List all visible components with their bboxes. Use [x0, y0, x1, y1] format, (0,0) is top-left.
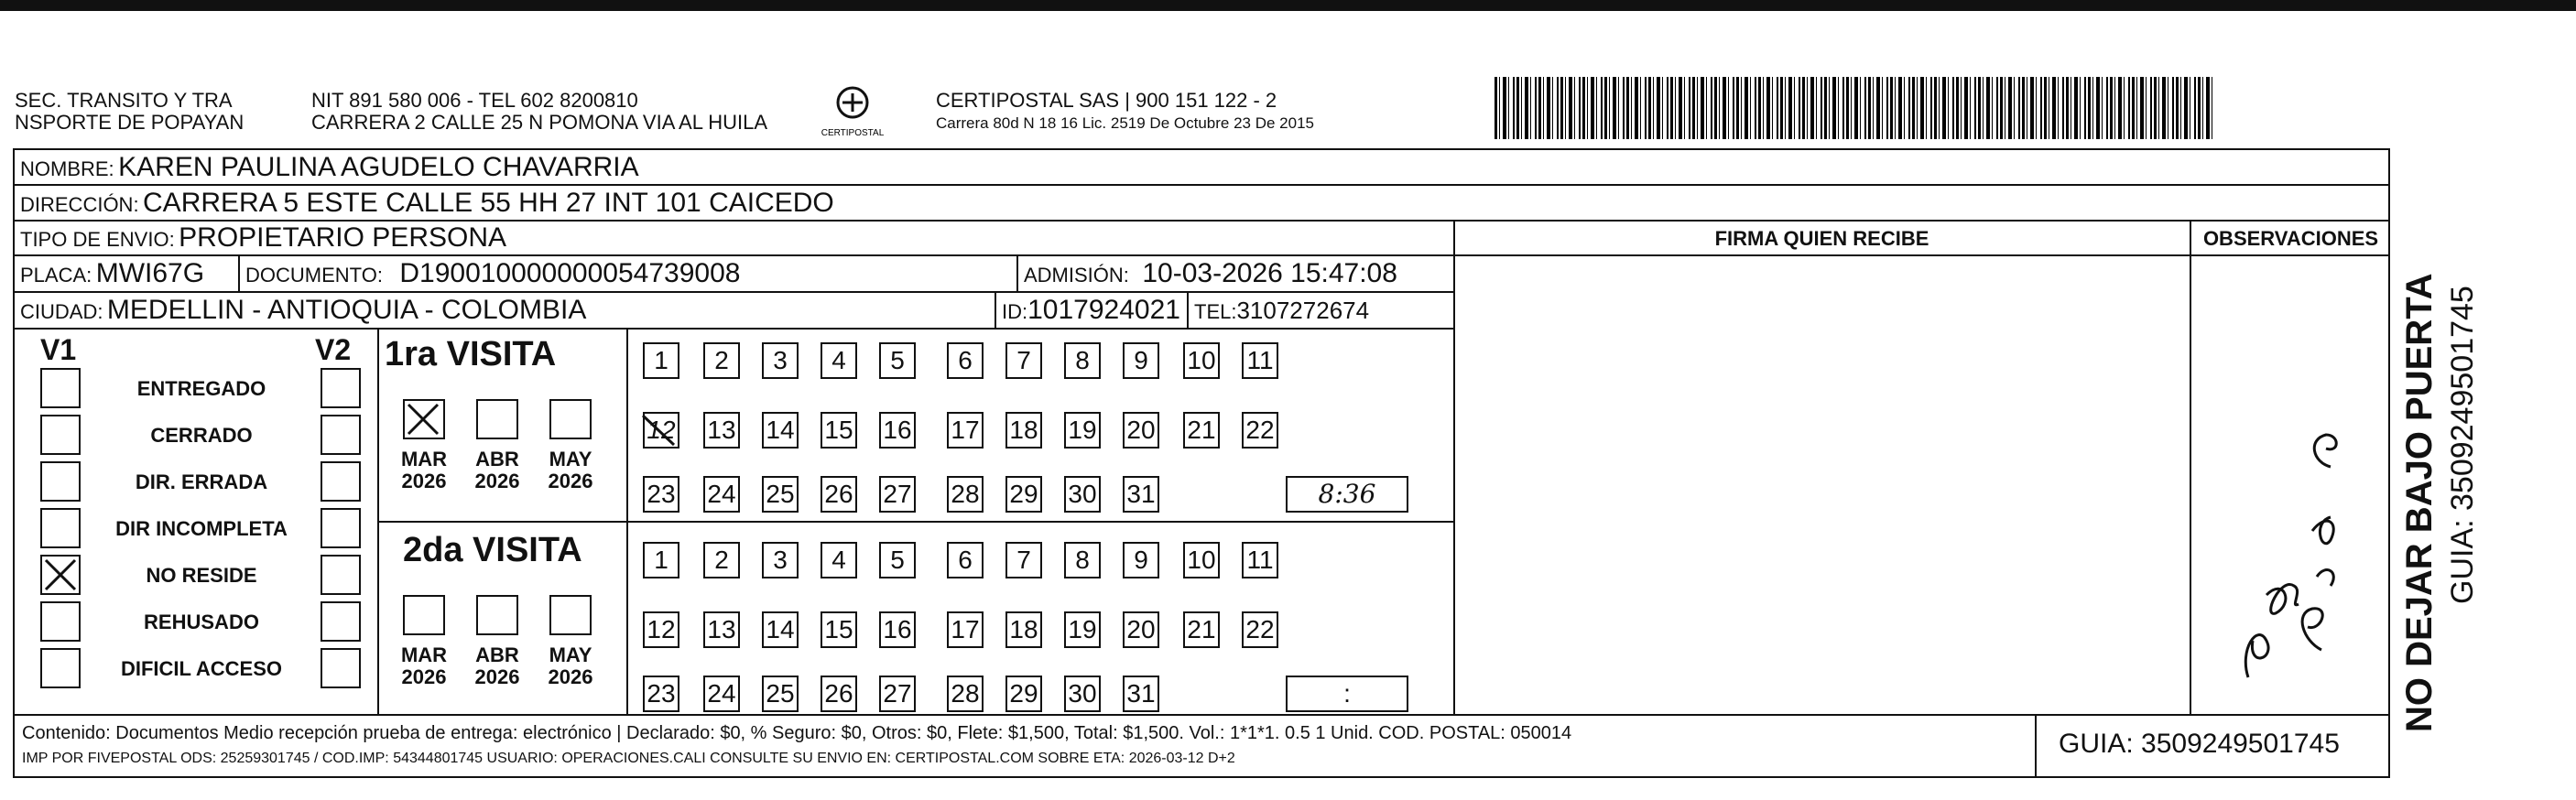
- first-visit-month-abr[interactable]: [476, 399, 518, 439]
- first-visit-day-22[interactable]: 22: [1242, 412, 1278, 449]
- first-visit-day-13[interactable]: 13: [703, 412, 740, 449]
- second-visit-day-25[interactable]: 25: [762, 676, 799, 712]
- logo-text: CERTIPOSTAL: [821, 128, 885, 138]
- second-visit-day-6[interactable]: 6: [947, 542, 984, 578]
- certipostal-logo: [821, 82, 885, 143]
- second-visit-time-box[interactable]: :: [1286, 676, 1408, 712]
- first-visit-day-28[interactable]: 28: [947, 476, 984, 513]
- v1-checkbox-entregado[interactable]: [40, 368, 81, 408]
- status-label-dir-errada: DIR. ERRADA: [135, 470, 268, 493]
- second-visit-day-20[interactable]: 20: [1123, 611, 1159, 648]
- org-name-line1: SEC. TRANSITO Y TRA: [15, 89, 233, 112]
- first-visit-day-4[interactable]: 4: [821, 342, 857, 379]
- second-visit-day-1[interactable]: 1: [643, 542, 679, 578]
- first-visit-day-14[interactable]: 14: [762, 412, 799, 449]
- second-visit-day-12[interactable]: 12: [643, 611, 679, 648]
- company-line: CERTIPOSTAL SAS | 900 151 122 - 2: [936, 89, 1277, 112]
- first-visit-day-23[interactable]: 23: [643, 476, 679, 513]
- second-visit-day-3[interactable]: 3: [762, 542, 799, 578]
- tipo-envio-field: [20, 222, 506, 258]
- second-visit-day-8[interactable]: 8: [1064, 542, 1101, 578]
- second-visit-day-18[interactable]: 18: [1005, 611, 1042, 648]
- second-visit-day-27[interactable]: 27: [879, 676, 916, 712]
- first-visit-day-21[interactable]: 21: [1183, 412, 1220, 449]
- side-guia: GUIA: 3509249501745: [2445, 286, 2480, 604]
- second-visit-day-30[interactable]: 30: [1064, 676, 1101, 712]
- first-visit-day-10[interactable]: 10: [1183, 342, 1220, 379]
- direccion-label: DIRECCIÓN:: [20, 193, 139, 216]
- second-visit-day-24[interactable]: 24: [703, 676, 740, 712]
- second-visit-day-17[interactable]: 17: [947, 611, 984, 648]
- first-visit-day-5[interactable]: 5: [879, 342, 916, 379]
- second-visit-day-9[interactable]: 9: [1123, 542, 1159, 578]
- first-visit-day-19[interactable]: 19: [1064, 412, 1101, 449]
- month-label-abr: ABR 2026: [474, 643, 520, 688]
- v2-label: V2: [315, 333, 352, 366]
- documento-field: [245, 258, 740, 294]
- admision-label: ADMISIÓN:: [1024, 264, 1129, 286]
- first-visit-day-11[interactable]: 11: [1242, 342, 1278, 379]
- first-visit-day-27[interactable]: 27: [879, 476, 916, 513]
- month-label-may: MAY 2026: [548, 448, 593, 492]
- status-label-cerrado: CERRADO: [150, 424, 253, 447]
- first-visit-day-9[interactable]: 9: [1123, 342, 1159, 379]
- second-visit-title: 2da VISITA: [403, 531, 582, 569]
- first-visit-day-1[interactable]: 1: [643, 342, 679, 379]
- first-visit-day-2[interactable]: 2: [703, 342, 740, 379]
- tel-value: 3107272674: [1236, 297, 1370, 324]
- side-warning: NO DEJAR BAJO PUERTA: [2399, 273, 2440, 732]
- id-label: ID:: [1002, 300, 1028, 323]
- footer-guia: GUIA: 3509249501745: [2059, 729, 2340, 759]
- firma-header: FIRMA QUIEN RECIBE: [1714, 227, 1929, 250]
- second-visit-month-mar[interactable]: [403, 595, 445, 635]
- nombre-value: KAREN PAULINA AGUDELO CHAVARRIA: [118, 152, 639, 182]
- second-visit-day-21[interactable]: 21: [1183, 611, 1220, 648]
- top-edge-band: [0, 0, 2576, 11]
- v1-checkbox-no-reside[interactable]: [40, 555, 81, 595]
- v2-checkbox-dir-incompleta[interactable]: [321, 508, 361, 548]
- second-visit-day-10[interactable]: 10: [1183, 542, 1220, 578]
- first-visit-day-26[interactable]: 26: [821, 476, 857, 513]
- direccion-value: CARRERA 5 ESTE CALLE 55 HH 27 INT 101 CAICEDO: [143, 188, 834, 218]
- status-label-entregado: ENTREGADO: [136, 377, 266, 400]
- footer-print-line: IMP POR FIVEPOSTAL ODS: 25259301745 / COD.IMP: 54344801745 USUARIO: OPERACIONES.CALI CONSULTE SU ENVIO EN: CERTIPOSTAL.COM SOBRE ETA: 2026-03-12 D+2: [22, 751, 1235, 766]
- address-line: CARRERA 2 CALLE 25 N POMONA VIA AL HUILA: [311, 111, 768, 134]
- ciudad-label: CIUDAD:: [20, 300, 103, 323]
- second-visit-day-2[interactable]: 2: [703, 542, 740, 578]
- second-visit-day-15[interactable]: 15: [821, 611, 857, 648]
- footer-content-line: Contenido: Documentos Medio recepción prueba de entrega: electrónico | Declarado: $0, % Seguro: $0, Otros: $0, Flete: $1,500, Total: $1,500. Vol.: 1*1*1. 0.5 1 Unid. COD. POSTAL: 050014: [22, 723, 1572, 743]
- second-visit-day-14[interactable]: 14: [762, 611, 799, 648]
- nit-line: NIT 891 580 006 - TEL 602 8200810: [311, 89, 638, 112]
- org-name-line2: NSPORTE DE POPAYAN: [15, 111, 245, 134]
- documento-value: D190010000000054739008: [399, 258, 741, 288]
- status-label-dir-incompleta: DIR INCOMPLETA: [115, 517, 288, 540]
- direccion-field: [20, 188, 834, 223]
- admision-value: 10-03-2026 15:47:08: [1142, 258, 1397, 288]
- v1-checkbox-dificil-acceso[interactable]: [40, 648, 81, 688]
- nombre-label: NOMBRE:: [20, 157, 114, 180]
- second-visit-day-11[interactable]: 11: [1242, 542, 1278, 578]
- tipo-envio-value: PROPIETARIO PERSONA: [179, 222, 507, 253]
- first-visit-day-17[interactable]: 17: [947, 412, 984, 449]
- second-visit-month-abr[interactable]: [476, 595, 518, 635]
- first-visit-day-16[interactable]: 16: [879, 412, 916, 449]
- observaciones-header: OBSERVACIONES: [2202, 227, 2379, 250]
- second-visit-month-may[interactable]: [549, 595, 592, 635]
- v2-checkbox-no-reside[interactable]: [321, 555, 361, 595]
- tel-label: TEL:: [1194, 300, 1237, 323]
- v2-checkbox-rehusado[interactable]: [321, 601, 361, 642]
- first-visit-day-20[interactable]: 20: [1123, 412, 1159, 449]
- second-visit-day-22[interactable]: 22: [1242, 611, 1278, 648]
- first-visit-day-25[interactable]: 25: [762, 476, 799, 513]
- v1-checkbox-rehusado[interactable]: [40, 601, 81, 642]
- id-field: [1002, 295, 1180, 330]
- first-visit-day-8[interactable]: 8: [1064, 342, 1101, 379]
- first-visit-month-may[interactable]: [549, 399, 592, 439]
- first-visit-day-31[interactable]: 31: [1123, 476, 1159, 513]
- month-label-mar: MAR 2026: [400, 643, 448, 688]
- first-visit-day-24[interactable]: 24: [703, 476, 740, 513]
- second-visit-day-16[interactable]: 16: [879, 611, 916, 648]
- license-line: Carrera 80d N 18 16 Lic. 2519 De Octubre 23 De 2015: [936, 114, 1314, 132]
- second-visit-day-31[interactable]: 31: [1123, 676, 1159, 712]
- v1-checkbox-dir-errada[interactable]: [40, 461, 81, 502]
- second-visit-day-7[interactable]: 7: [1005, 542, 1042, 578]
- placa-field: [20, 258, 204, 294]
- first-visit-day-29[interactable]: 29: [1005, 476, 1042, 513]
- first-visit-time-box[interactable]: 8:36: [1286, 476, 1408, 513]
- v1-checkbox-dir-incompleta[interactable]: [40, 508, 81, 548]
- second-visit-day-4[interactable]: 4: [821, 542, 857, 578]
- first-visit-day-3[interactable]: 3: [762, 342, 799, 379]
- nombre-field: [20, 152, 639, 188]
- first-visit-day-15[interactable]: 15: [821, 412, 857, 449]
- tel-field: [1194, 295, 1369, 330]
- second-visit-day-23[interactable]: 23: [643, 676, 679, 712]
- second-visit-day-26[interactable]: 26: [821, 676, 857, 712]
- first-visit-day-12[interactable]: 12: [643, 412, 679, 449]
- second-visit-day-28[interactable]: 28: [947, 676, 984, 712]
- ciudad-field: [20, 295, 586, 330]
- ciudad-value: MEDELLIN - ANTIOQUIA - COLOMBIA: [106, 295, 587, 325]
- second-visit-day-19[interactable]: 19: [1064, 611, 1101, 648]
- barcode: [1495, 77, 2212, 139]
- month-label-abr: ABR 2026: [474, 448, 520, 492]
- first-visit-title: 1ra VISITA: [385, 335, 557, 373]
- placa-value: MWI67G: [95, 258, 205, 288]
- first-visit-day-6[interactable]: 6: [947, 342, 984, 379]
- month-label-mar: MAR 2026: [400, 448, 448, 492]
- first-visit-day-7[interactable]: 7: [1005, 342, 1042, 379]
- status-label-no-reside: NO RESIDE: [146, 564, 257, 587]
- observations-handwriting: [2193, 320, 2376, 705]
- month-label-may: MAY 2026: [548, 643, 593, 688]
- v1-label: V1: [40, 333, 77, 366]
- v2-checkbox-dificil-acceso[interactable]: [321, 648, 361, 688]
- status-label-dificil-acceso: DIFICIL ACCESO: [120, 657, 282, 680]
- documento-label: DOCUMENTO:: [245, 264, 383, 286]
- v2-checkbox-dir-errada[interactable]: [321, 461, 361, 502]
- second-visit-day-29[interactable]: 29: [1005, 676, 1042, 712]
- id-value: 1017924021: [1027, 295, 1180, 325]
- v1-checkbox-cerrado[interactable]: [40, 415, 81, 455]
- tipo-envio-label: TIPO DE ENVIO:: [20, 228, 175, 251]
- placa-label: PLACA:: [20, 264, 92, 286]
- status-label-rehusado: REHUSADO: [144, 611, 259, 633]
- first-visit-day-30[interactable]: 30: [1064, 476, 1101, 513]
- first-visit-day-18[interactable]: 18: [1005, 412, 1042, 449]
- v2-checkbox-cerrado[interactable]: [321, 415, 361, 455]
- admision-field: [1024, 258, 1397, 294]
- second-visit-day-5[interactable]: 5: [879, 542, 916, 578]
- second-visit-day-13[interactable]: 13: [703, 611, 740, 648]
- first-visit-month-mar[interactable]: [403, 399, 445, 439]
- v2-checkbox-entregado[interactable]: [321, 368, 361, 408]
